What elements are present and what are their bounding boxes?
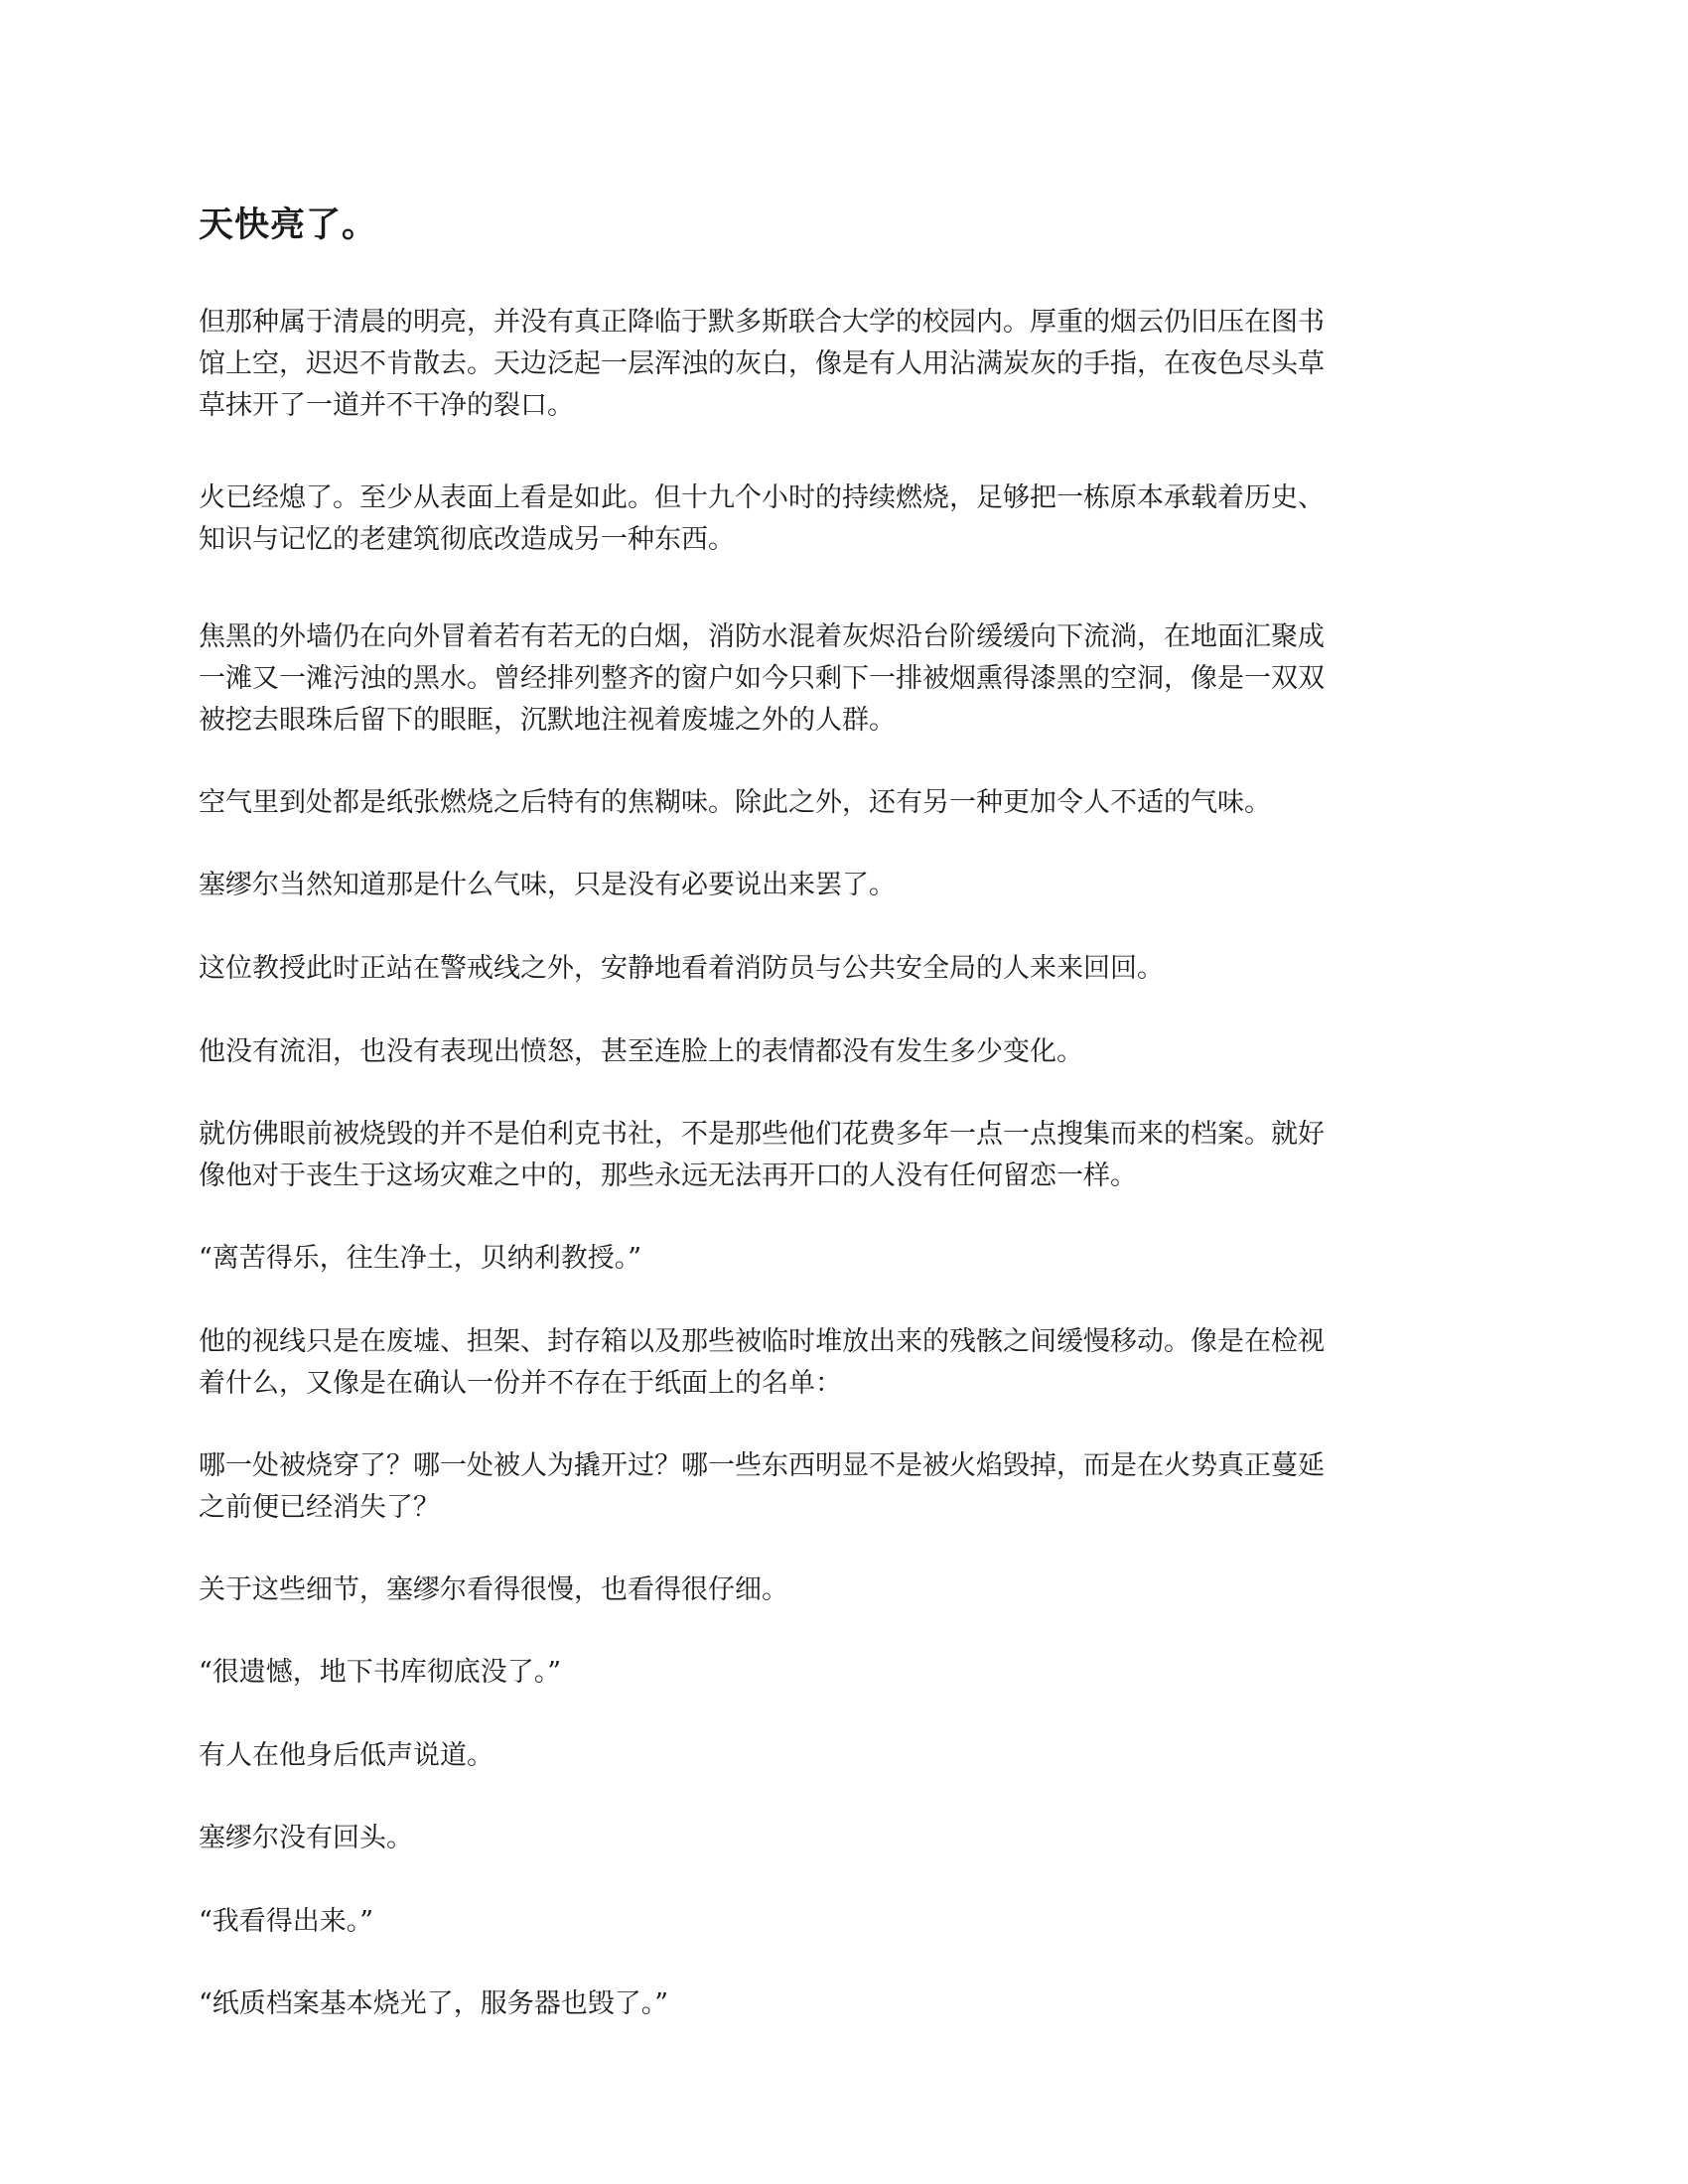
paragraph-line: 塞缪尔当然知道那是什么气味，只是没有必要说出来罢了。 (199, 870, 896, 900)
paragraph-line: 关于这些细节，塞缪尔看得很慢，也看得很仔细。 (199, 1574, 788, 1605)
paragraph-line: 知识与记忆的老建筑彻底改造成另一种东西。 (199, 524, 735, 555)
paragraph-5 (199, 865, 896, 906)
paragraph-13 (199, 1652, 561, 1694)
paragraph-line: 草抹开了一道并不干净的裂口。 (199, 390, 574, 421)
paragraph-line: “我看得出来。” (199, 1906, 374, 1937)
paragraph-1 (199, 302, 1325, 427)
chapter-heading: 天快亮了。 (199, 205, 378, 245)
paragraph-6 (199, 948, 1164, 990)
paragraph-line: 塞缪尔没有回头。 (199, 1823, 413, 1853)
document-page (199, 0, 1489, 2184)
paragraph-line: 像他对于丧生于这场灾难之中的，那些永远无法再开口的人没有任何留恋一样。 (199, 1160, 1137, 1191)
paragraph-15 (199, 1818, 413, 1859)
paragraph-line: 着什么，又像是在确认一份并不存在于纸面上的名单： (199, 1368, 842, 1399)
paragraph-line: 就仿佛眼前被烧毁的并不是伯利克书社，不是那些他们花费多年一点一点搜集而来的档案。就好 (199, 1119, 1325, 1150)
paragraph-line: “纸质档案基本烧光了，服务器也毁了。” (199, 1988, 669, 2019)
paragraph-line: 这位教授此时正站在警戒线之外，安静地看着消防员与公共安全局的人来来回回。 (199, 953, 1164, 984)
paragraph-line: 他的视线只是在废墟、担架、封存箱以及那些被临时堆放出来的残骸之间缓慢移动。像是在检视 (199, 1326, 1325, 1357)
paragraph-14 (199, 1735, 493, 1777)
paragraph-16 (199, 1901, 373, 1943)
paragraph-line: “离苦得乐，往生净土，贝纳利教授。” (199, 1243, 642, 1274)
paragraph-line: 火已经熄了。至少从表面上看是如此。但十九个小时的持续燃烧，足够把一栋原本承载着历史、 (199, 482, 1325, 513)
paragraph-10 (199, 1321, 1325, 1405)
paragraph-11 (199, 1445, 1325, 1529)
paragraph-12 (199, 1570, 788, 1611)
paragraph-4 (199, 782, 1271, 824)
paragraph-line: 被挖去眼珠后留下的眼眶，沉默地注视着废墟之外的人群。 (199, 705, 896, 736)
paragraph-line: “很遗憾，地下书库彻底没了。” (199, 1657, 562, 1688)
paragraph-9 (199, 1238, 641, 1280)
paragraph-line: 但那种属于清晨的明亮，并没有真正降临于默多斯联合大学的校园内。厚重的烟云仍旧压在图书 (199, 307, 1325, 338)
paragraph-line: 一滩又一滩污浊的黑水。曾经排列整齐的窗户如今只剩下一排被烟熏得漆黑的空洞，像是一双双 (199, 663, 1325, 694)
paragraph-2 (199, 478, 1325, 561)
paragraph-17 (199, 1983, 668, 2025)
paragraph-line: 之前便已经消失了？ (199, 1492, 440, 1523)
paragraph-8 (199, 1114, 1325, 1197)
paragraph-line: 哪一处被烧穿了？哪一处被人为撬开过？哪一些东西明显不是被火焰毁掉，而是在火势真正蔓延 (199, 1450, 1325, 1481)
paragraph-line: 馆上空，迟迟不肯散去。天边泛起一层浑浊的灰白，像是有人用沾满炭灰的手指，在夜色尽头草 (199, 348, 1325, 379)
paragraph-line: 空气里到处都是纸张燃烧之后特有的焦糊味。除此之外，还有另一种更加令人不适的气味。 (199, 787, 1271, 818)
paragraph-7 (199, 1031, 1083, 1073)
paragraph-line: 焦黑的外墙仍在向外冒着若有若无的白烟，消防水混着灰烬沿台阶缓缓向下流淌，在地面汇聚成 (199, 621, 1325, 652)
paragraph-line: 他没有流泪，也没有表现出愤怒，甚至连脸上的表情都没有发生多少变化。 (199, 1036, 1083, 1067)
paragraph-line: 有人在他身后低声说道。 (199, 1740, 493, 1771)
paragraph-3 (199, 616, 1325, 742)
